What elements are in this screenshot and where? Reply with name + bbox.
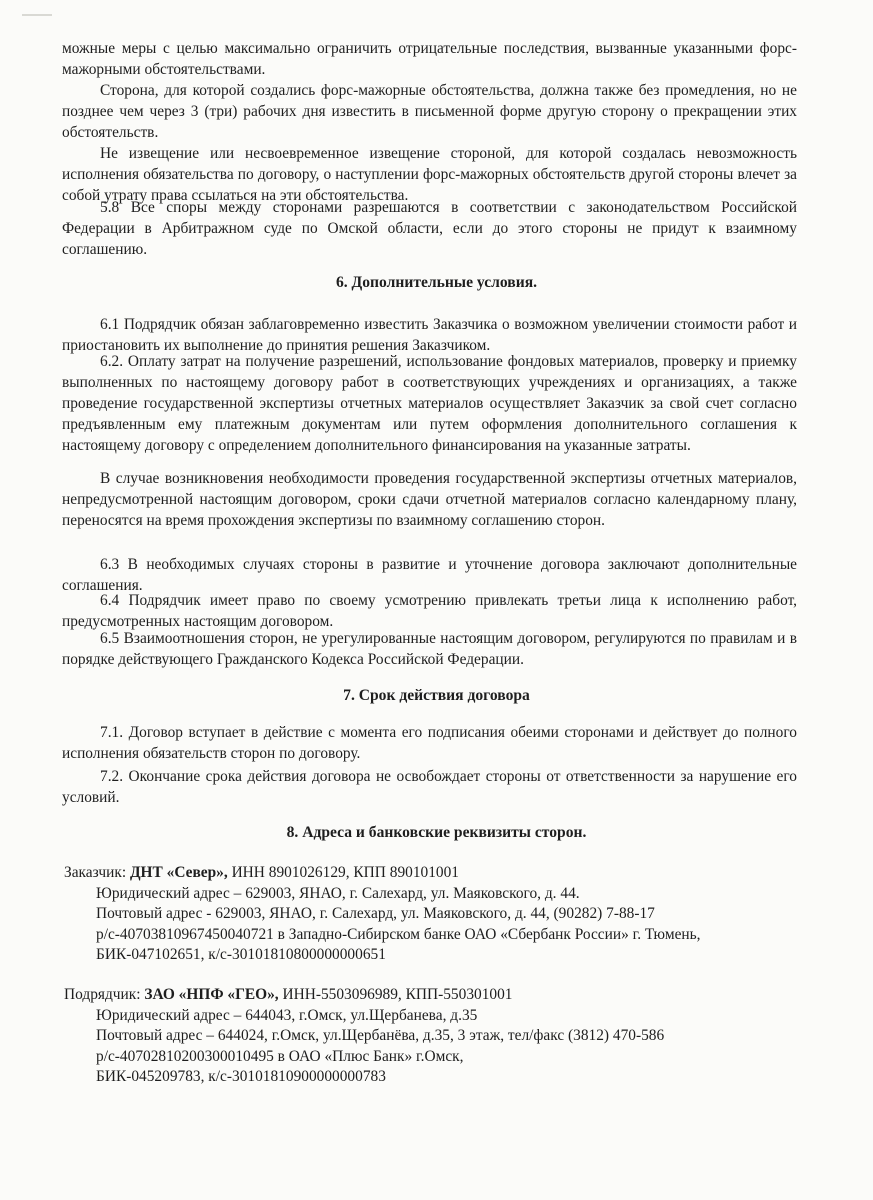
contractor-name: ЗАО «НПФ «ГЕО», xyxy=(144,986,279,1003)
contractor-bik: БИК-045209783, к/с-30101810900000000783 xyxy=(96,1068,386,1085)
contractor-postal-address: Почтовый адрес – 644024, г.Омск, ул.Щербанёва, д.35, 3 этаж, тел/факс (3812) 470-586 xyxy=(96,1027,665,1044)
paragraph-late-notice: Не извещение или несвоевременное извещение стороной, для которой создалась невозможность исполнения обязательства по договору, о наступлении форс-мажорных обстоятельств другой стороны влечет за собой утрату права ссылаться на эти обстоятельства. xyxy=(62,145,797,204)
contractor-label: Подрядчик: xyxy=(64,986,145,1003)
paragraph-6-3: 6.3 В необходимых случаях стороны в развитие и уточнение договора заключают дополнительные соглашения. xyxy=(62,556,797,594)
customer-ids: ИНН 8901026129, КПП 890101001 xyxy=(227,864,460,881)
customer-legal-address: Юридический адрес – 629003, ЯНАО, г. Салехард, ул. Маяковского, д. 44. xyxy=(96,884,580,902)
customer-postal-address: Почтовый адрес - 629003, ЯНАО, г. Салехард, ул. Маяковского, д. 44, (90282) 7-88-17 xyxy=(96,905,655,922)
customer-header-line xyxy=(64,863,701,884)
paragraph-force-majeure-end: можные меры с целью максимально ограничить отрицательные последствия, вызванные указанными форс-мажорными обстоятельствами. xyxy=(62,40,797,78)
paragraph-7-1: 7.1. Договор вступает в действие с момента его подписания обеими сторонами и действует до полного исполнения обязательств сторон по договору. xyxy=(62,724,797,762)
customer-name: ДНТ «Север», xyxy=(129,864,228,881)
contractor-ids: ИНН-5503096989, КПП-550301001 xyxy=(278,986,513,1003)
customer-label: Заказчик: xyxy=(64,864,130,881)
paragraph-7-2: 7.2. Окончание срока действия договора не освобождает стороны от ответственности за нарушение его условий. xyxy=(62,768,797,806)
paragraph-6-1: 6.1 Подрядчик обязан заблаговременно известить Заказчика о возможном увеличении стоимости работ и приостановить их выполнение до принятия решения Заказчиком. xyxy=(62,316,797,354)
contractor-legal-address: Юридический адрес – 644043, г.Омск, ул.Щербанева, д.35 xyxy=(96,1006,478,1024)
heading-section-8: 8. Адреса и банковские реквизиты сторон. xyxy=(286,824,587,841)
paragraph-6-5: 6.5 Взаимоотношения сторон, не урегулированные настоящим договором, регулируются по правилам и в порядке действующего Гражданского Кодекса Российской Федерации. xyxy=(62,630,797,668)
customer-bank-account: р/с-40703810967450040721 в Западно-Сибирском банке ОАО «Сбербанк России» г. Тюмень, xyxy=(96,925,701,943)
scan-mark xyxy=(22,14,52,16)
contractor-bank-account: р/с-40702810200300010495 в ОАО «Плюс Банк» г.Омск, xyxy=(96,1047,464,1065)
paragraph-6-4: 6.4 Подрядчик имеет право по своему усмотрению привлекать третьи лица к исполнению работ, предусмотренных настоящим договором. xyxy=(62,592,797,630)
paragraph-6-2: 6.2. Оплату затрат на получение разрешений, использование фондовых материалов, проверку и приемку выполненных по настоящему договору работ в соответствующих учреждениях и организациях, а также проведение государственной экспертизы отчетных материалов осуществляет Заказчик за свой счет согласно предъявленным ему платежным документам или путем оформления дополнительного соглашения к настоящему договору с определением дополнительного финансирования на указанные затраты. xyxy=(62,353,797,454)
paragraph-5-8: 5.8 Все споры между сторонами разрешаются в соответствии с законодательством Российской Федерации в Арбитражном суде по Омской области, если до этого стороны не придут к взаимному соглашению. xyxy=(62,199,797,258)
heading-section-6: 6. Дополнительные условия. xyxy=(335,274,538,291)
customer-bik: БИК-047102651, к/с-30101810800000000651 xyxy=(96,946,386,963)
contractor-requisites xyxy=(64,985,664,1088)
customer-requisites xyxy=(64,863,701,966)
paragraph-notice-end: Сторона, для которой создались форс-мажорные обстоятельства, должна также без промедления, но не позднее чем через 3 (три) рабочих дня известить в письменной форме другую сторону о прекращении этих обстоятельств. xyxy=(62,82,797,141)
paragraph-expertise: В случае возникновения необходимости проведения государственной экспертизы отчетных материалов, непредусмотренной настоящим договором, сроки сдачи отчетной материалов согласно календарному плану, переносятся на время прохождения экспертизы по взаимному соглашению сторон. xyxy=(62,470,797,529)
heading-section-7: 7. Срок действия договора xyxy=(343,687,530,704)
contractor-header-line xyxy=(64,985,664,1006)
